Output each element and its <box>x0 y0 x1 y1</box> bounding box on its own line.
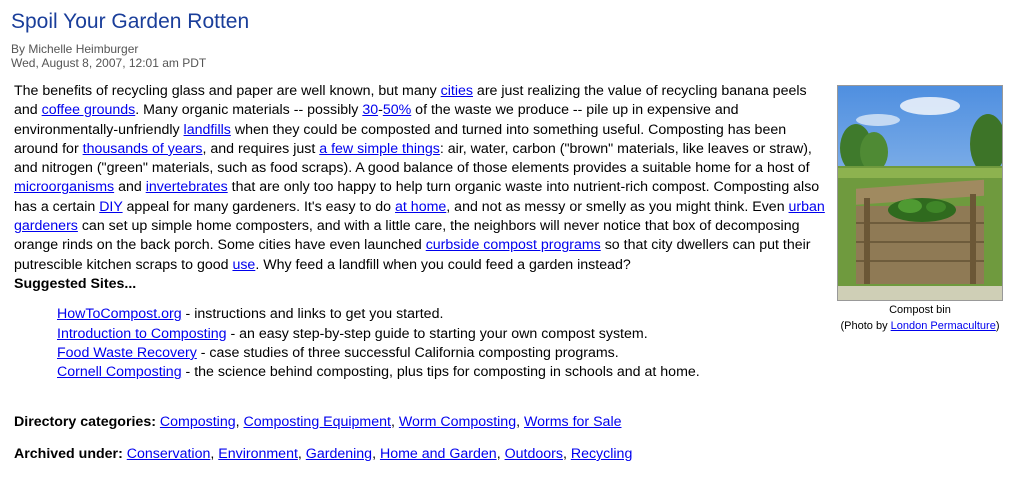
suggested-sites-list <box>14 305 829 382</box>
suggested-sites-heading: Suggested Sites... <box>14 275 137 292</box>
compost-bin-photo <box>837 85 1003 301</box>
link-thousands-of-years[interactable]: thousands of years <box>82 140 203 157</box>
link-urban-gardeners[interactable]: urban gardeners <box>14 198 825 235</box>
body-text: The benefits of recycling glass and paper are well known, but many <box>14 83 441 99</box>
archived-label: Archived under: <box>14 446 123 462</box>
category-link[interactable]: Worm Composting <box>398 414 517 430</box>
link-diy[interactable]: DIY <box>99 198 123 215</box>
body-text: : air, water, carbon ("brown" materials, like leaves or straw), and nitrogen ("green" materials, such as food scraps). A good balance of those elements provides a suitable home for a host of <box>14 140 812 177</box>
separator: , <box>372 446 380 462</box>
link-30[interactable]: 30 <box>362 102 379 119</box>
separator: , <box>496 446 505 462</box>
credit-prefix: (Photo by <box>840 320 891 332</box>
site-link-food-waste[interactable]: Food Waste Recovery <box>57 344 197 361</box>
body-text: appeal for many gardeners. It's easy to do <box>122 198 396 215</box>
category-link[interactable]: Composting <box>159 414 236 430</box>
link-landfills[interactable]: landfills <box>183 121 231 138</box>
photo-credit-link[interactable]: London Permaculture <box>890 320 996 332</box>
category-link[interactable]: Composting Equipment <box>243 414 391 430</box>
directory-label: Directory categories: <box>14 414 156 430</box>
archive-link[interactable]: Home and Garden <box>379 446 497 462</box>
link-cities[interactable]: cities <box>440 83 473 99</box>
body-text: . Why feed a landfill when you could feed a garden instead? <box>255 256 631 273</box>
archive-link[interactable]: Conservation <box>126 446 211 462</box>
link-coffee-grounds[interactable]: coffee grounds <box>41 102 136 119</box>
body-text: can set up simple home composters, and with a little care, the neighbors will never notice that box of decomposing orange rinds on the back porch. Some cities have even launched <box>14 218 800 254</box>
credit-suffix: ) <box>995 320 1000 332</box>
link-50-percent[interactable]: 50% <box>382 102 412 119</box>
site-link-cornell[interactable]: Cornell Composting <box>57 364 182 381</box>
body-text: when they could be composted and turned into something useful. Composting has been around for <box>14 121 787 157</box>
link-microorganisms[interactable]: microorganisms <box>14 179 115 196</box>
link-at-home[interactable]: at home <box>395 198 447 215</box>
separator: , <box>562 446 571 462</box>
body-text: that are only too happy to help turn organic waste into nutrient-rich compost. Composting also has a certain <box>14 179 820 215</box>
body-text: of the waste we produce -- pile up in expensive and environmentally-unfriendly <box>14 102 739 138</box>
site-link-intro-composting[interactable]: Introduction to Composting <box>57 325 227 342</box>
site-description: - the science behind composting, plus tips for composting in schools and at home. <box>181 364 700 381</box>
article-title: Spoil Your Garden Rotten <box>11 10 250 33</box>
list-item <box>57 344 829 363</box>
link-invertebrates[interactable]: invertebrates <box>145 179 228 196</box>
article-content <box>14 82 829 382</box>
archive-link[interactable]: Environment <box>218 446 298 462</box>
list-item <box>57 305 829 324</box>
separator: , <box>516 414 524 430</box>
site-description: - instructions and links to get you started. <box>181 306 444 323</box>
site-description: - an easy step-by-step guide to starting your own compost system. <box>226 325 648 342</box>
article-body <box>14 82 829 275</box>
archive-link[interactable]: Outdoors <box>504 446 563 462</box>
body-text: - <box>378 102 383 119</box>
separator: , <box>390 414 399 430</box>
archived-under <box>14 446 632 462</box>
publish-date: Wed, August 8, 2007, 12:01 am PDT <box>11 55 207 70</box>
separator: , <box>235 414 244 430</box>
body-text: , and not as messy or smelly as you might think. Even <box>446 198 789 215</box>
body-text: , and requires just <box>202 140 320 157</box>
byline: By Michelle Heimburger <box>11 42 139 56</box>
body-text: so that city dwellers can put their putrescible kitchen scraps to good <box>14 237 811 273</box>
body-text: are just realizing the value of recycling banana peels and <box>14 83 807 119</box>
archive-link[interactable]: Recycling <box>570 446 633 462</box>
site-link-howtocompost[interactable]: HowToCompost.org <box>57 306 182 323</box>
link-simple-things[interactable]: a few simple things <box>319 140 440 157</box>
category-link[interactable]: Worms for Sale <box>523 414 622 430</box>
list-item <box>57 325 829 344</box>
separator: , <box>297 446 306 462</box>
archive-link[interactable]: Gardening <box>305 446 373 462</box>
article-meta <box>11 43 206 70</box>
photo-credit <box>836 320 1004 333</box>
link-curbside-compost[interactable]: curbside compost programs <box>425 237 601 254</box>
site-description: - case studies of three successful California composting programs. <box>196 344 619 361</box>
body-text: . Many organic materials -- possibly <box>135 102 363 119</box>
compost-bin-figure <box>836 85 1004 333</box>
body-text: and <box>114 179 146 196</box>
figure-caption: Compost bin <box>889 304 951 316</box>
link-use[interactable]: use <box>232 256 256 273</box>
separator: , <box>210 446 219 462</box>
directory-categories <box>14 414 621 430</box>
list-item <box>57 363 829 382</box>
